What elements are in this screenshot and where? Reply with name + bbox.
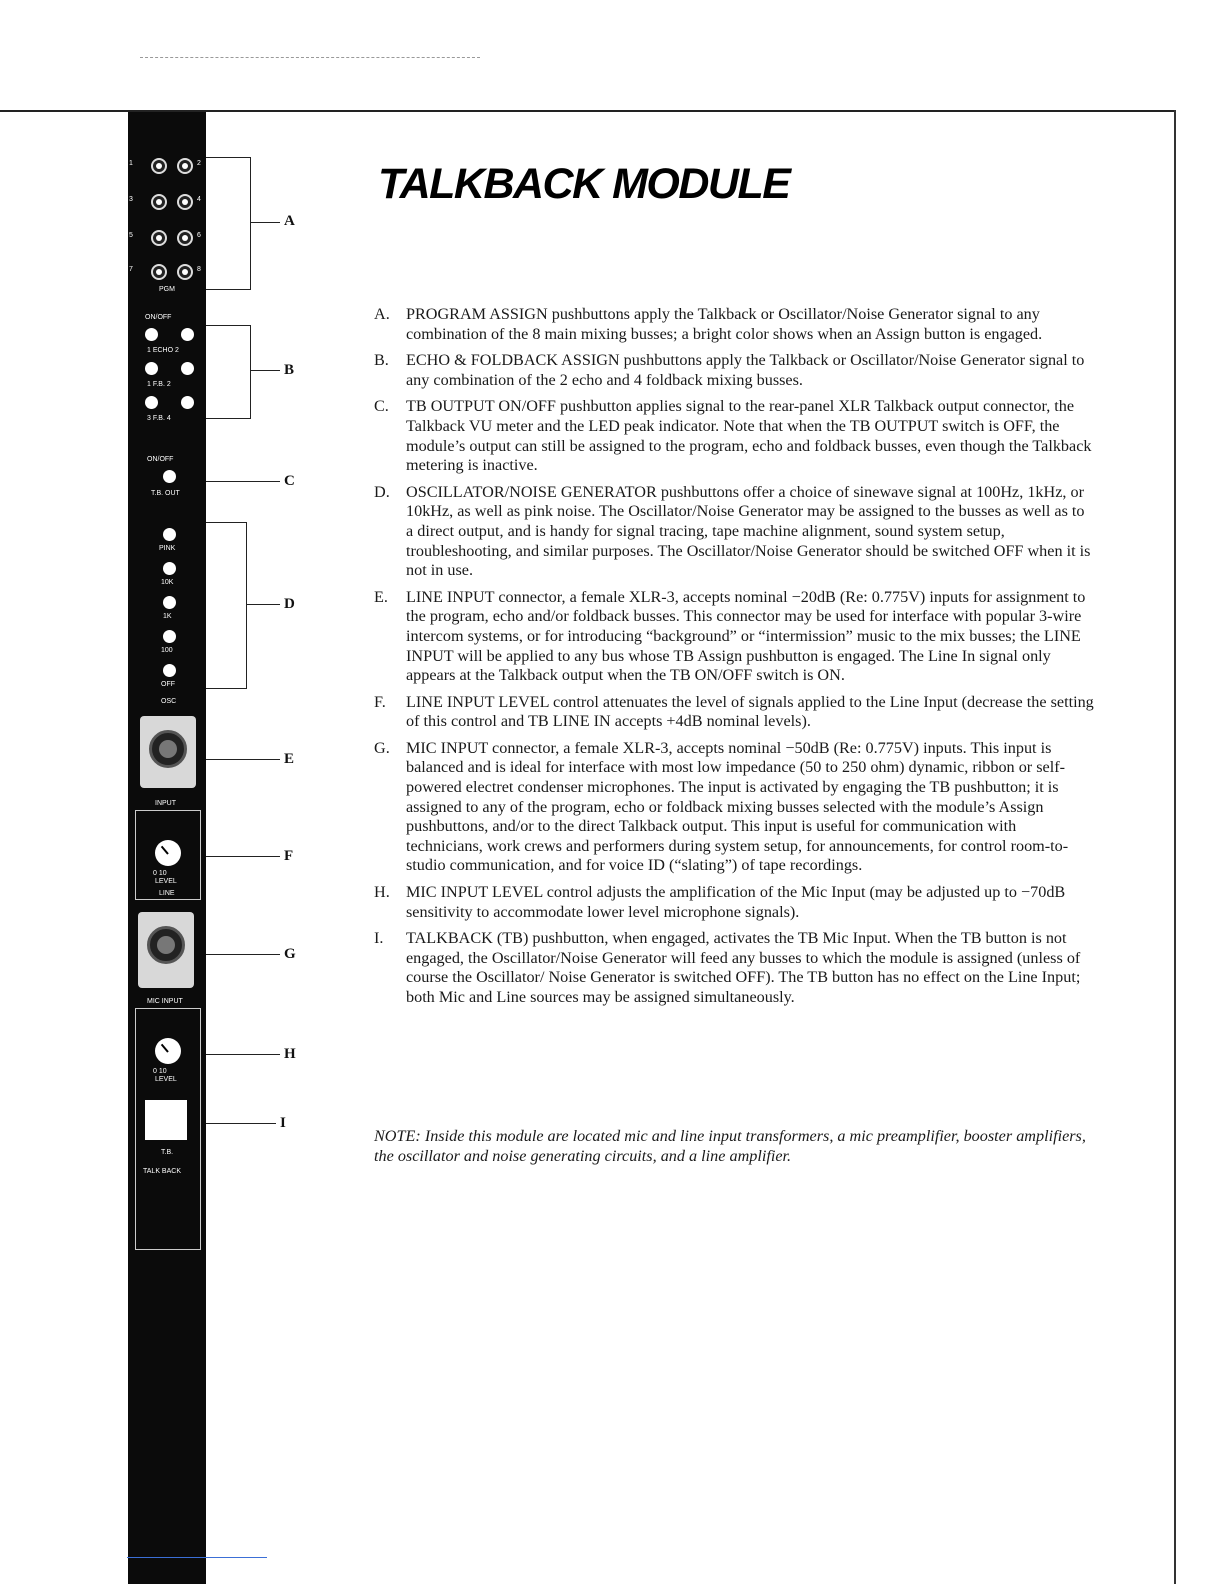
osc-pink-button[interactable] (163, 528, 176, 541)
leader-d (246, 604, 280, 605)
on-off-label-2: ON/OFF (147, 456, 174, 463)
item-text: PROGRAM ASSIGN pushbuttons apply the Talkback or Oscillator/Noise Generator signal to any combination of the 8 main mixing busses; a bright color shows when an Assign button is engaged. (406, 305, 1043, 343)
item-text: OSCILLATOR/NOISE GENERATOR pushbuttons offer a choice of sinewave signal at 100Hz, 1kHz, or 10kHz, as well as pink noise. The Oscillator/Noise Generator may be assigned to the busses as well as to a direct output, and is handy for signal tracing, tape machine alignment, sound system setup, troubleshooting, and similar purposes. The Oscillator/Noise Generator should be switched OFF when it is not in use. (406, 482, 1091, 580)
on-off-label-1: ON/OFF (145, 314, 172, 321)
leader-e (206, 759, 280, 760)
pgm-assign-button-8[interactable] (177, 264, 193, 280)
talk-back-label: TALK BACK (143, 1168, 181, 1175)
fb-12-label: 1 F.B. 2 (147, 381, 171, 388)
pgm-assign-button-3[interactable] (151, 194, 167, 210)
item-letter: G. (374, 738, 390, 757)
mic-level-knob[interactable] (155, 1038, 181, 1064)
item-text: ECHO & FOLDBACK ASSIGN pushbuttons apply the Talkback or Oscillator/Noise Generator signal to any combination of the 2 echo and 4 foldback mixing busses. (406, 351, 1085, 389)
item-letter: H. (374, 883, 390, 902)
bus-number-2: 2 (197, 160, 201, 167)
pgm-assign-button-7[interactable] (151, 264, 167, 280)
tb-output-button[interactable] (163, 470, 176, 483)
osc-label: OSC (161, 698, 177, 705)
off-label: OFF (161, 681, 175, 688)
bracket-a (206, 157, 251, 290)
callout-b: B (284, 362, 295, 378)
tb-label: T.B. (161, 1149, 174, 1156)
list-item (374, 883, 1094, 922)
bracket-b (206, 325, 251, 419)
pink-label: PINK (159, 545, 176, 552)
10k-label: 10K (161, 579, 174, 586)
list-item (374, 351, 1094, 390)
list-item (374, 397, 1094, 475)
list-item (374, 693, 1094, 732)
item-letter: A. (374, 305, 390, 323)
list-item (374, 739, 1094, 876)
module-note: NOTE: Inside this module are located mic and line input transformers, a mic preamplifier, booster amplifiers, the oscillator and noise generating circuits, and a line amplifier. (374, 1127, 1086, 1165)
pgm-assign-button-1[interactable] (151, 158, 167, 174)
item-letter: C. (374, 397, 389, 416)
callout-f: F (284, 848, 294, 864)
list-item (374, 483, 1094, 581)
pgm-assign-button-5[interactable] (151, 230, 167, 246)
line-level-scale: 0 10 (153, 870, 167, 877)
osc-1k-button[interactable] (163, 596, 176, 609)
input-label: INPUT (155, 800, 176, 807)
mic-level-scale: 0 10 (153, 1068, 167, 1075)
bus-number-5: 5 (129, 232, 133, 239)
list-item (374, 588, 1094, 686)
line-label: LINE (159, 890, 175, 897)
pgm-assign-button-4[interactable] (177, 194, 193, 210)
item-letter: I. (374, 929, 384, 948)
line-input-xlr-connector[interactable] (140, 716, 196, 788)
line-level-knob[interactable] (155, 840, 181, 866)
mic-input-xlr-connector[interactable] (138, 912, 194, 988)
talkback-pushbutton[interactable] (145, 1100, 187, 1140)
mic-level-label: LEVEL (155, 1076, 177, 1083)
scan-dash-line (140, 57, 480, 59)
pgm-assign-button-6[interactable] (177, 230, 193, 246)
leader-f (206, 856, 280, 857)
mic-input-label: MIC INPUT (147, 998, 183, 1005)
bus-number-1: 1 (129, 160, 133, 167)
callout-e: E (284, 751, 295, 767)
fb-assign-button-3[interactable] (145, 396, 158, 409)
callout-a: A (284, 213, 295, 229)
fb-assign-button-1[interactable] (145, 362, 158, 375)
leader-g (206, 954, 280, 955)
bus-number-4: 4 (197, 196, 201, 203)
osc-10k-button[interactable] (163, 562, 176, 575)
item-text: LINE INPUT connector, a female XLR-3, accepts nominal −20dB (Re: 0.775V) inputs for assignment to the program, echo and/or foldback busses. This connector may be used for interface with popular 3-wire intercom systems, or for introducing “background” or “intermission” music to the mix busses; the LINE INPUT will be applied to any bus whose TB Assign pushbutton is engaged. The Line In signal only appears at the Talkback output when the TB ON/OFF switch is ON. (406, 587, 1086, 685)
callout-g: G (284, 946, 296, 962)
page-right-rule (1174, 110, 1176, 1584)
tb-out-label: T.B. OUT (151, 490, 180, 497)
callout-c: C (284, 473, 295, 489)
osc-off-button[interactable] (163, 664, 176, 677)
fb-assign-button-2[interactable] (181, 362, 194, 375)
echo-label: 1 ECHO 2 (147, 347, 179, 354)
list-item (374, 929, 1094, 1007)
line-level-label: LEVEL (155, 878, 177, 885)
item-text: TB OUTPUT ON/OFF pushbutton applies signal to the rear-panel XLR Talkback output connector, the Talkback VU meter and the LED peak indicator. Note that when the TB OUTPUT switch is OFF, the module’s output can still be assigned to the program, echo and foldback busses, even though the Talkback metering is inactive. (406, 397, 1092, 475)
callout-d: D (284, 596, 295, 612)
bus-number-6: 6 (197, 232, 201, 239)
item-text: TALKBACK (TB) pushbutton, when engaged, activates the TB Mic Input. When the TB button is not engaged, the Oscillator/Noise Generator will feed any busses to which the module is assigned (unless of course the Oscillator/ Noise Generator is switched OFF). The TB button has no effect on the Line Input; both Mic and Line sources may be assigned simultaneously. (406, 929, 1081, 1006)
page-title: TALKBACK MODULE (378, 160, 790, 208)
item-letter: B. (374, 351, 389, 370)
osc-100-button[interactable] (163, 630, 176, 643)
leader-b (250, 370, 280, 371)
item-text: LINE INPUT LEVEL control attenuates the level of signals applied to the Line Input (decrease the setting of this control and TB LINE IN accepts +4dB nominal levels). (406, 692, 1094, 731)
item-letter: E. (374, 587, 388, 606)
echo-assign-button-1[interactable] (145, 328, 158, 341)
100-label: 100 (161, 647, 173, 654)
talkback-module-panel (129, 112, 205, 1212)
description-list (374, 305, 1094, 1015)
bus-number-3: 3 (129, 196, 133, 203)
leader-i (206, 1123, 276, 1124)
leader-a (250, 222, 280, 223)
item-text: MIC INPUT connector, a female XLR-3, accepts nominal −50dB (Re: 0.775V) inputs. This input is balanced and is ideal for interface with most low impedance (50 to 250 ohm) dynamic, ribbon or self-powered electret condenser microphones. The input is activated by engaging the TB pushbutton; it is assigned to any of the program, echo or foldback mixing busses selected with the module’s Assign pushbuttons, and/or to the direct Talkback output. This input is useful for communication with technicians, work crews and performers during system setup, for announcements, for control room-to-studio communication, and for voice ID (“slating”) of tape recordings. (406, 738, 1069, 875)
bus-number-7: 7 (129, 266, 133, 273)
item-letter: D. (374, 482, 390, 501)
echo-assign-button-2[interactable] (181, 328, 194, 341)
fb-assign-button-4[interactable] (181, 396, 194, 409)
pgm-label: PGM (159, 286, 175, 293)
scan-edge-line (127, 1557, 267, 1558)
1k-label: 1K (163, 613, 172, 620)
bracket-d (206, 522, 247, 689)
callout-h: H (284, 1046, 296, 1062)
leader-h (206, 1054, 280, 1055)
item-text: MIC INPUT LEVEL control adjusts the amplification of the Mic Input (may be adjusted up to −70dB sensitivity to accommodate lower level microphone signals). (406, 883, 1066, 921)
pgm-assign-button-2[interactable] (177, 158, 193, 174)
item-letter: F. (374, 692, 386, 711)
list-item (374, 305, 1094, 344)
leader-c (206, 481, 280, 482)
fb-34-label: 3 F.B. 4 (147, 415, 171, 422)
bus-number-8: 8 (197, 266, 201, 273)
callout-i: I (280, 1115, 286, 1131)
